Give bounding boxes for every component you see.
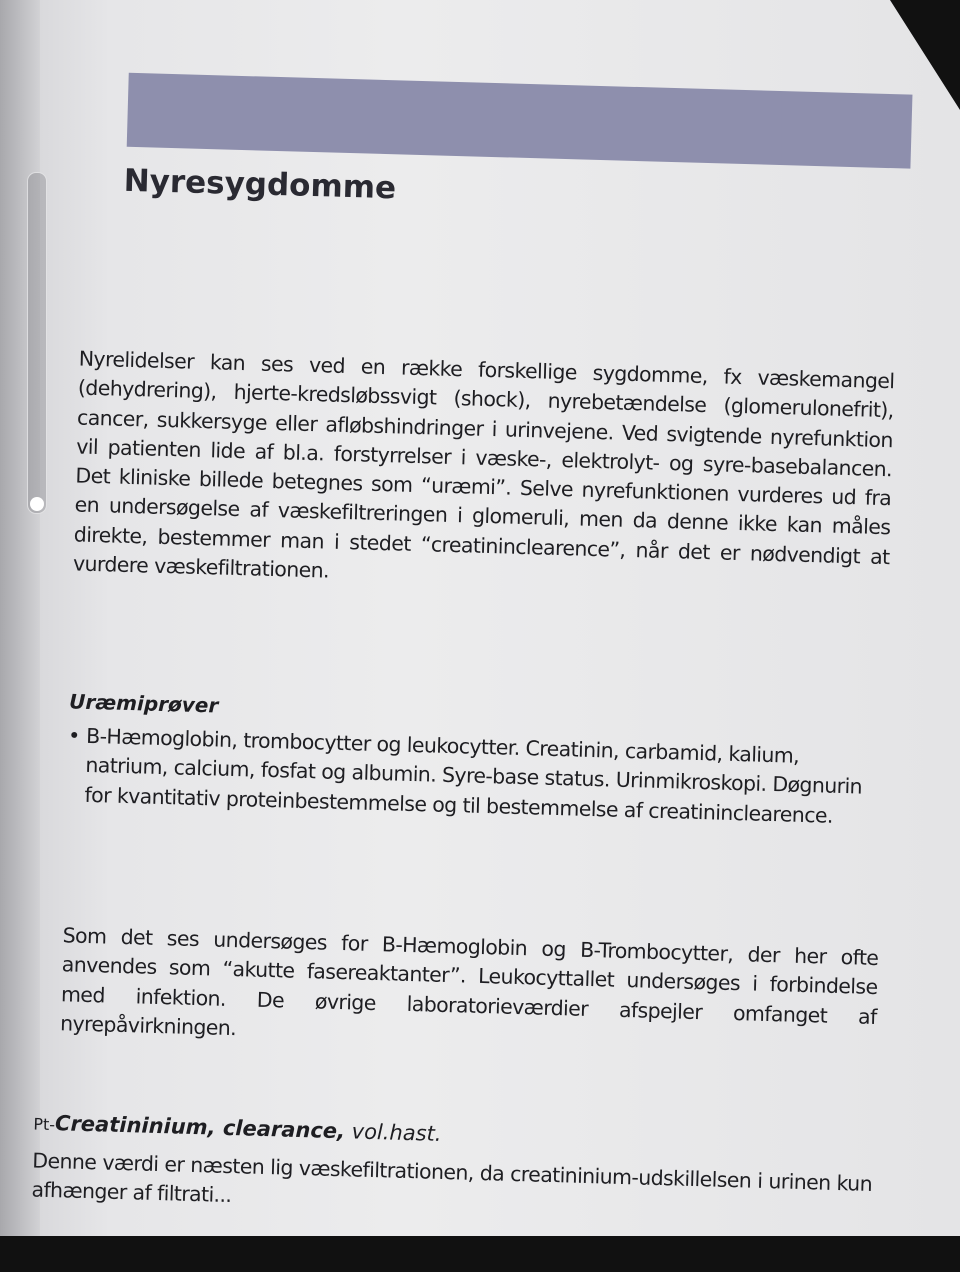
bullet-icon: •: [67, 723, 81, 748]
creatinin-paragraph: Denne værdi er næsten lig væskefiltrationen, da creatininium-udskillelsen i urinen kun afhænger af filtrati...: [31, 1148, 873, 1208]
bullet-item: [66, 721, 884, 832]
heading-bold: Creatininium, clearance,: [54, 1111, 346, 1144]
background-corner: [890, 0, 960, 110]
scrollbar[interactable]: [27, 172, 47, 514]
scrollbar-thumb[interactable]: [30, 497, 44, 511]
heading-prefix: Pt-: [33, 1114, 56, 1135]
chapter-header-band: [127, 73, 913, 169]
heading-suffix: vol.hast.: [344, 1119, 442, 1146]
explanation-paragraph: Som det ses undersøges for B-Hæmoglobin og B-Trombocytter, der her ofte anvendes som “akutte fasereaktanter”. Leukocyttallet undersøges i forbindelse med infektion. De øvrige laboratorieværdier afspejler omfanget af nyrepåvirkningen.: [59, 923, 879, 1041]
bullet-text: B-Hæmoglobin, trombocytter og leukocytter. Creatinin, carbamid, kalium, natrium, calcium, fosfat og albumin. Syre-base status. Urinmikroskopi. Døgnurin for kvantitativ proteinbestemmelse og til bestemmelse af creatininclearence.: [84, 723, 863, 828]
chapter-title: Nyresygdomme: [123, 162, 397, 207]
section-heading-creatinin: [33, 1111, 442, 1146]
bottom-edge: [0, 1236, 960, 1248]
section-heading-uraemi: Uræmiprøver: [68, 689, 219, 718]
intro-paragraph: Nyrelidelser kan ses ved en række forskellige sygdomme, fx væskemangel (dehydrering), hjerte-kredsløbssvigt (shock), nyrebetændelse (glomerulonefrit), cancer, sukkersyge eller afløbshindringer i urinvejene. Ved svigtende nyrefunktion vil patienten lide af bl.a. forstyrrelser i væske-, elektrolyt- og syre-basebalancen. Det kliniske billede betegnes som “uræmi”. Selve nyrefunktionen vurderes ud fra en undersøgelse af væskefiltreringen i glomeruli, men da denne ikke kan måles direkte, bestemmer man i stedet “creatininclearence”, når det er nødvendigt at vurdere væskefiltrationen.: [72, 346, 895, 583]
